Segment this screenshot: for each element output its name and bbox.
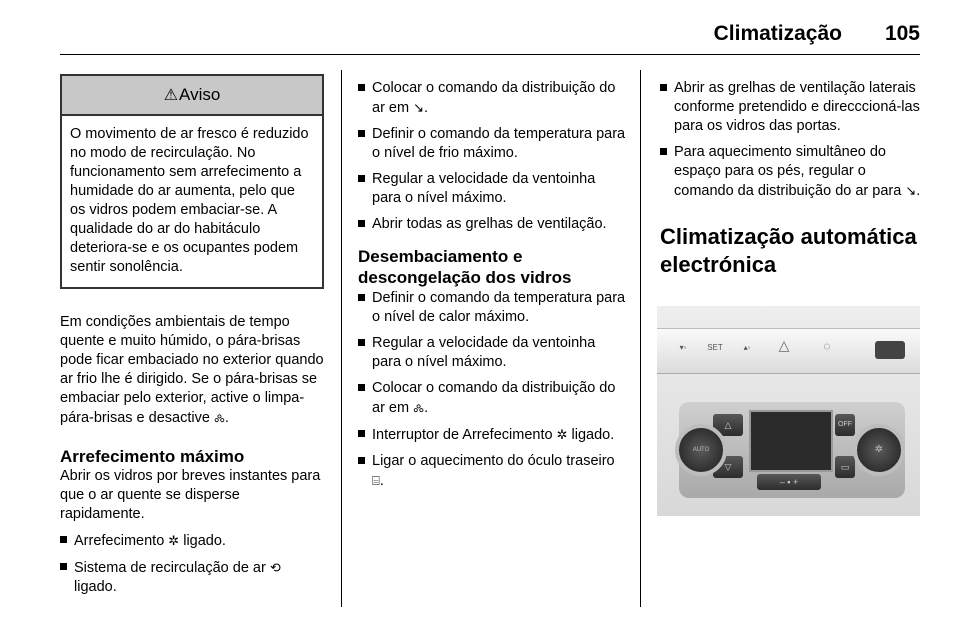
photo-icon: ▴◦ (743, 343, 751, 352)
list-item-text: Colocar o comando da distribuição do ar em (372, 80, 616, 116)
list-item-text: Definir o comando da temperatura para o nível de calor máximo. (372, 290, 626, 325)
section-title-defrost: Desembaciamento e descongelação dos vidros (358, 247, 572, 287)
bullet (660, 84, 667, 91)
bullet (358, 457, 365, 464)
list-item-text: Colocar o comando da distribuição do ar em (372, 380, 616, 416)
column-middle (358, 79, 626, 491)
column-left (60, 74, 324, 597)
list-item-text: Regular a velocidade da ventoinha para o nível máximo. (372, 171, 596, 206)
bullet (358, 430, 365, 437)
section-intro: Abrir os vidros por breves instantes para que o ar quente se disperse rapidamente. (60, 468, 321, 522)
bullet (358, 220, 365, 227)
list-item (358, 215, 626, 234)
bullet (358, 339, 365, 346)
column-divider (341, 70, 342, 607)
list-item-end: ligado. (179, 533, 226, 549)
list-item (358, 289, 626, 327)
list-item (60, 531, 324, 551)
list-item-text: Ligar o aquecimento do óculo traseiro (372, 453, 615, 469)
list-item (358, 425, 626, 445)
list-item-end: ligado. (567, 427, 615, 443)
list-item-end: . (379, 473, 384, 489)
paragraph-text: Em condições ambientais de tempo quente e muito húmido, o pára-brisas pode ficar embaciado no exterior quando ar frio lhe é dirigido. Se o pára-brisas se embaciar pelo exterior, active o limpa-pára-brisas e desactive (60, 314, 324, 426)
photo-off-button: OFF (835, 414, 855, 436)
list-item (358, 334, 626, 372)
paragraph (60, 313, 324, 428)
paragraph-end: . (224, 410, 229, 426)
bullet (358, 130, 365, 137)
list-max-cooling (60, 531, 324, 597)
cooling-snowflake-icon: ✲ (168, 533, 180, 548)
list-item-text: Abrir todas as grelhas de ventilação. (372, 216, 607, 232)
photo-display (749, 410, 833, 472)
photo-temp-up-button: △ (713, 414, 743, 436)
warning-triangle-icon: ⚠ (163, 87, 179, 104)
list-item (660, 143, 922, 201)
bullet (358, 84, 365, 91)
list-item (60, 558, 324, 597)
list-item (358, 379, 626, 418)
bullet (358, 175, 365, 182)
photo-right-knob (853, 424, 905, 476)
list-item (358, 125, 626, 163)
photo-temp-down-button: ▽ (713, 456, 743, 478)
photo-top-button-bar (657, 328, 920, 374)
cooling-snowflake-icon: ✲ (556, 427, 568, 442)
photo-left-knob (675, 424, 727, 476)
rear-window-heating-icon: ⌸ (372, 473, 380, 488)
list-defrost-steps (358, 289, 626, 491)
bullet (60, 563, 67, 570)
list-ventilation (660, 79, 922, 201)
page-header (60, 14, 920, 55)
list-item-text: Para aquecimento simultâneo do espaço para os pés, regular o comando da distribuição do ar para (674, 144, 902, 199)
list-item-end: . (916, 183, 921, 199)
page-number: 105 (884, 22, 920, 45)
air-distribution-floor-icon: ↘ (905, 183, 917, 198)
climate-control-photo (657, 306, 920, 516)
air-distribution-upper-icon: ↘ (413, 100, 425, 115)
list-cooling-steps (358, 79, 626, 234)
warning-title: Aviso (179, 85, 221, 104)
list-item-end: . (424, 100, 429, 116)
photo-button-set: SET (707, 343, 723, 352)
list-item-text: Regular a velocidade da ventoinha para o nível máximo. (372, 335, 596, 370)
bullet (660, 148, 667, 155)
warning-header (62, 76, 322, 116)
hazard-icon: △ (778, 337, 790, 353)
list-item-text: Arrefecimento (74, 533, 165, 549)
photo-icon: ▾◦ (679, 343, 687, 352)
list-item (358, 452, 626, 491)
photo-fan-button: – ▪ + (757, 474, 821, 490)
list-item-end: ligado. (74, 579, 117, 595)
list-item (660, 79, 922, 136)
list-item-text: Sistema de recirculação de ar (74, 560, 266, 576)
windscreen-defrost-icon: 🝆 (213, 410, 225, 425)
list-item (358, 79, 626, 118)
column-right (660, 79, 922, 279)
photo-auto-label: AUTO (692, 447, 710, 453)
list-item-end: . (424, 400, 429, 416)
list-item-text: Interruptor de Arrefecimento (372, 427, 553, 443)
photo-dark-button (875, 341, 905, 359)
photo-fan-icon: ✲ (874, 444, 884, 455)
header-title: Climatização (713, 22, 842, 45)
section-title-max-cooling: Arrefecimento máximo (60, 447, 245, 466)
list-item-text: Abrir as grelhas de ventilação laterais conforme pretendido e direcccioná-las para os vidros das portas. (674, 80, 920, 134)
warning-text: O movimento de ar fresco é reduzido no modo de recirculação. No funcionamento sem arrefecimento a humidade do ar aumenta, pelo que os vidros podem embaciar-se. A qualidade do ar do habitáculo deteriora-se e os ocupantes podem sentir sonolência. (70, 126, 309, 275)
windscreen-defrost-icon: 🝆 (413, 400, 425, 415)
list-item-text: Definir o comando da temperatura para o nível de frio máximo. (372, 126, 626, 161)
bullet (60, 536, 67, 543)
bullet (358, 384, 365, 391)
warning-box (60, 74, 324, 289)
air-recirculation-icon: ⟲ (269, 560, 281, 575)
chapter-heading: Climatização automática electrónica (660, 224, 917, 277)
photo-icon: ◌ (823, 339, 831, 353)
column-divider (640, 70, 641, 607)
list-item (358, 170, 626, 208)
photo-button: ▭ (835, 456, 855, 478)
bullet (358, 294, 365, 301)
